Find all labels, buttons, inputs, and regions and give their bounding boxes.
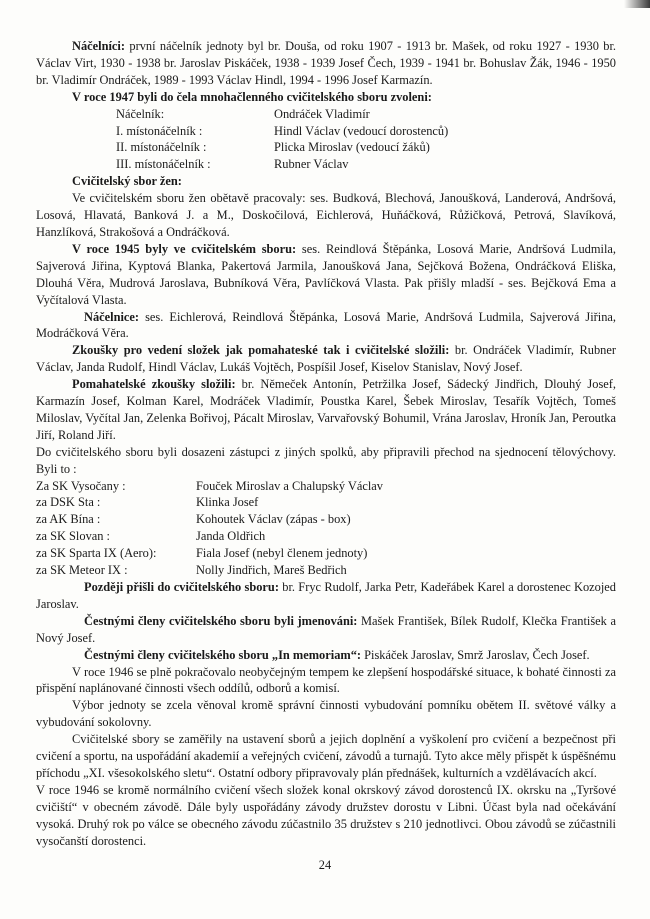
scan-edge-shadow — [624, 0, 650, 8]
bold-lead: Náčelníci: — [72, 39, 125, 53]
role-row: III. místonáčelník : Rubner Václav — [116, 157, 349, 172]
paragraph-pomahatelske: Pomahatelské zkoušky složili: br. Němeček Antonín, Petržilka Josef, Sádecký Jindřich, Dlouhý Josef, Karmazín Josef, Kolman Karel, Modráček Vladimír, Poustka Karel, Šebek Miroslav, Tesařík Vojtěch, Tomeš Miloslav, Vyčítal Jan, Zelenka Bořivoj, Pácalt Miroslav, Varvařovský Bohumil, Vrána Jaroslav, Hroník Jan, Peroutka Jiří, Roland Jiří. — [36, 377, 616, 442]
paragraph-1946-zavody: V roce 1946 se kromě normálního cvičení všech složek konal okrskový závod dorostenců IX. okrsku na „Tyršové cvičiští“ v obecném závodě. Dále byly uspořádány závody družstev dorostu v Libni. Účast byla nad očekávání vysoká. Druhý rok po válce se obecného závodu zúčastnilo 35 družstev s 210 jednotlivci. Obou závodů se zúčastnili vysočanští dorostenci. — [36, 782, 616, 848]
club-row: za SK Meteor IX : Nolly Jindřich, Mareš Bedřich — [36, 563, 347, 578]
roles-list — [116, 106, 616, 174]
paragraph-1945: V roce 1945 byly ve cvičitelském sboru: ses. Reindlová Štěpánka, Losová Marie, Andršová Ludmila, Sajverová Jiřina, Kyptová Blanka, Pakertová Jarmila, Janoušková Jana, Sejčková Božena, Ondráčková Eliška, Dlouhá Věra, Mudrová Jaroslava, Bubníková Věra, Pavlíčková Vlasta. Pak přišly mladší - ses. Bejčková Ema a Vyčítalová Vlasta. — [36, 241, 616, 307]
club-row: za SK Sparta IX (Aero): Fiala Josef (nebyl členem jednoty) — [36, 546, 368, 561]
paragraph-nacelnici — [36, 38, 616, 89]
role-row: I. místonáčelník : Hindl Václav (vedoucí dorostenců) — [116, 123, 449, 138]
paragraph-zen: Ve cvičitelském sboru žen obětavě pracovaly: ses. Budková, Blechová, Janoušková, Landerová, Andršová, Losová, Hlavatá, Banková J. a M., Doskočilová, Eichlerová, Huňáčková, Růžičková, Petrová, Slavíková, Hanzlíková, Strakošová a Ondráčková. — [36, 191, 616, 239]
clubs-list — [36, 478, 616, 579]
club-row: za DSK Sta : Klinka Josef — [36, 495, 259, 510]
club-row: za SK Slovan : Janda Oldřich — [36, 529, 266, 544]
paragraph-pozdeji: Později přišli do cvičitelského sboru: br. Fryc Rudolf, Jarka Petr, Kadeřábek Karel a dorostenec Kozojed Jaroslav. — [36, 580, 616, 611]
paragraph-zkousky: Zkoušky pro vedení složek jak pomahateské tak i cvičitelské složili: br. Ondráček Vladimír, Rubner Václav, Janda Rudolf, Hindl Václav, Lukáš Vojtěch, Pospíšil Josef, Kiselov Stanislav, Nový Josef. — [36, 343, 616, 375]
heading-zen: Cvičitelský sbor žen: — [72, 174, 182, 189]
paragraph-zastupci: Do cvičitelského sboru byli dosazeni zástupci z jiných spolků, aby připravili přechod na sjednocení tělovýchovy. Byli to : — [36, 444, 616, 476]
paragraph-cestni-clenove: Čestnými členy cvičitelského sboru byli jmenováni: Mašek František, Bílek Rudolf, Klečka František a Nový Josef. — [36, 613, 616, 645]
paragraph-text: první náčelník jednoty byl br. Douša, od roku 1907 - 1913 br. Mašek, od roku 1927 - 1930 br. Václav Virt, 1930 - 1938 br. Jaroslav Piskáček, 1938 - 1939 Josef Čech, 1939 - 1941 br. Bohuslav Žák, 1946 - 1950 br. Vladimír Ondráček, 1989 - 1993 Václav Hindl, 1994 - 1996 Josef Karmazín. — [36, 39, 616, 87]
document-page — [36, 38, 616, 850]
paragraph-nacelnice: Náčelnice: ses. Eichlerová, Reindlová Štěpánka, Losová Marie, Andršová Ludmila, Sajverová Jiřina, Modráčková Věra. — [36, 309, 616, 341]
role-row: II. místonáčelník : Plicka Miroslav (vedoucí žáků) — [116, 140, 430, 155]
club-row: Za SK Vysočany : Fouček Miroslav a Chalupský Václav — [36, 478, 383, 493]
paragraph-1946-hospodarstvi: V roce 1946 se plně pokračovalo neobyčejným tempem ke zlepšení hospodářské situace, k bohaté činnosti za přispění naplánované činnosti všech oddílů, odborů a komisí. — [36, 664, 616, 696]
paragraph-cvicitelske-sbory: Cvičitelské sbory se zaměřily na ustavení sborů a jejich doplnění a vyškolení pro cvičení a bezpečnost při cvičení a sportu, na uspořádání akademií a veřejných cvičení, závodů a turnajů. Tyto akce měly přispět k úspěšnému příchodu „XI. všesokolského sletu“. Ostatní odbory připravovaly plán přednášek, kulturních a vzdělávacích akcí. — [36, 732, 616, 780]
paragraph-vybor: Výbor jednoty se zcela věnoval kromě správní činnosti vybudování pomníku obětem II. světové války a vybudování sokolovny. — [36, 698, 616, 730]
paragraph-in-memoriam: Čestnými členy cvičitelského sboru „In memoriam“: Piskáček Jaroslav, Smrž Jaroslav, Čech Josef. — [84, 647, 590, 662]
club-row: za AK Bína : Kohoutek Václav (zápas - box) — [36, 512, 351, 527]
heading-1947: V roce 1947 byli do čela mnohačlenného cvičitelského sboru zvoleni: — [72, 89, 432, 104]
role-row: Náčelník: Ondráček Vladimír — [116, 106, 370, 121]
page-number: 24 — [318, 858, 332, 872]
